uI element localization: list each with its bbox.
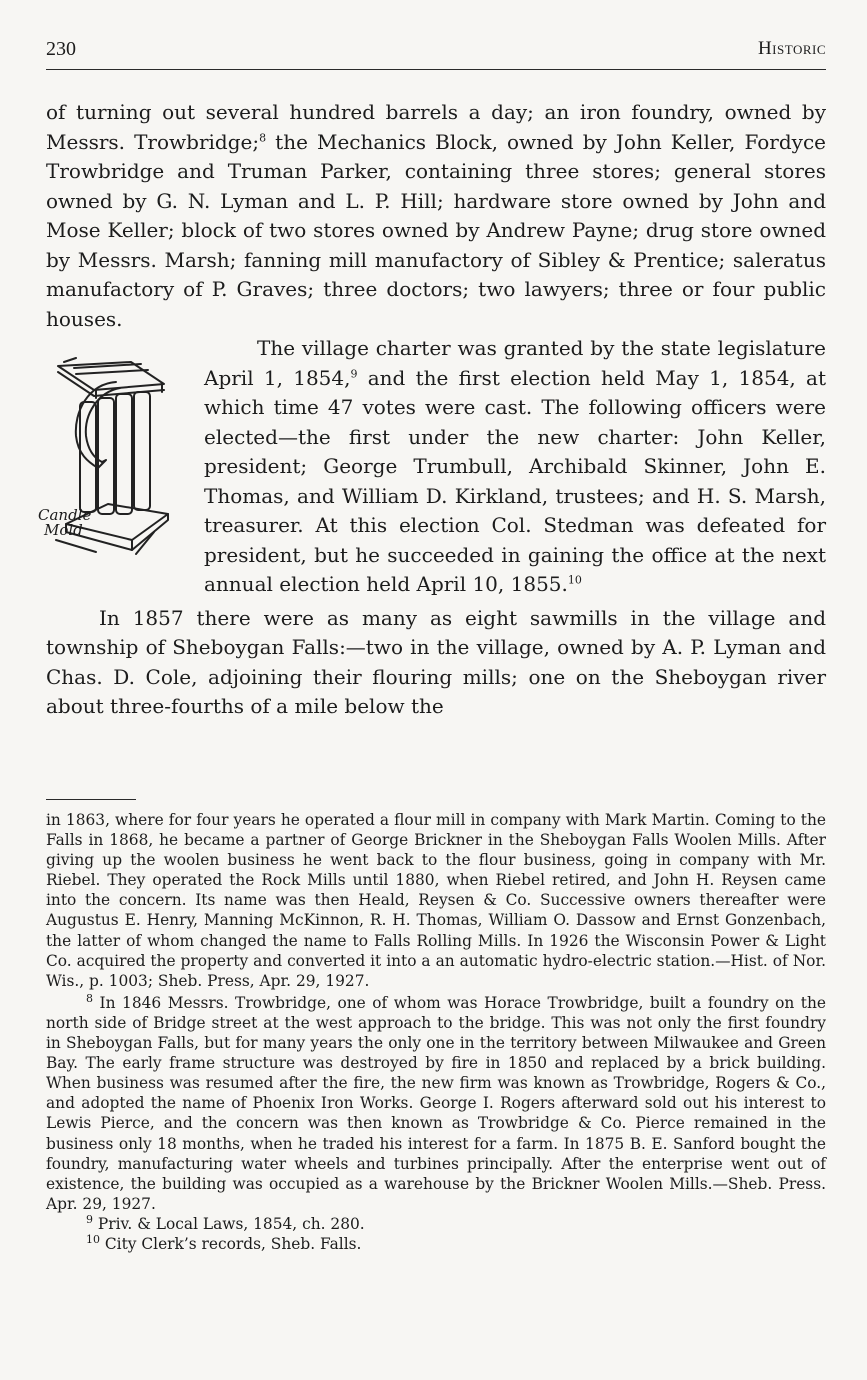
main-text [38,98,826,722]
paragraph-3: In 1857 there were as many as eight sawmills in the village and township of Sheboygan Falls:—two in the village, owned by A. P. Lyman and Chas. D. Cole, adjoining their flouring mills; one on the Sheboygan river about three-fourths of a mile below the [46,605,826,718]
footnote-ref-8: 8 [259,130,267,144]
figure-caption: Candle Mold [38,506,92,539]
paragraph-1: of turning out several hundred barrels a day; an iron foundry, owned by Messrs. Trowbridge;$^8$ the Mechanics Block, owned by John Keller, Fordyce Trowbridge and Truman Parker, containing three stores; general stores owned by G. N. Lyman and L. P. Hill; hardware store owned by John and Mose Keller; block of two stores owned by Andrew Payne; drug store owned by Messrs. Marsh; fanning mill manufactory of Sibley & Prentice; saleratus manufactory of P. Graves; three doctors; two lawyers; three or four public houses. [46,100,826,331]
footnote-ref-9: 9 [350,366,358,380]
candle-mold-illustration [38,338,198,598]
footnotes [46,810,826,1254]
footnote-rule [46,799,136,800]
paragraph-2: The village charter was granted by the state legislature April 1, 1854,$^9$ and the first election held May 1, 1854, at which time 47 votes were cast. The following officers were elected—the first under the new charter: John Keller, president; George Trumbull, Archibald Skinner, John E. Thomas, and William D. Kirkland, trustees; and H. S. Marsh, treasurer. At this election Col. Stedman was defeated for president, but he succeeded in gaining the office at the next annual election held April 10, 1855.10 [204,336,826,596]
footnote-ref-10: 10 [567,573,582,587]
running-head [46,38,826,64]
footnote-continued: in 1863, where for four years he operated a flour mill in company with Mark Martin. Coming to the Falls in 1868, he became a partner of George Brickner in the Sheboygan Falls Woolen Mills. After giving up the woolen business he went back to the flour business, going in company with Mr. Riebel. They operated the Rock Mills until 1880, when Riebel retired, and John H. Reysen came into the concern. Its name was then Heald, Reysen & Co. Successive owners thereafter were Augustus E. Henry, Manning McKinnon, R. H. Thomas, William O. Dassow and Ernst Gonzenbach, the latter of whom changed the name to Falls Rolling Mills. In 1926 the Wisconsin Power & Light Co. acquired the property and converted it into a an automatic hydro-electric station.—Hist. of Nor. Wis., p. 1003; Sheb. Press, Apr. 29, 1927. [46,811,826,990]
footnote-8: $^8$ In 1846 Messrs. Trowbridge, one of whom was Horace Trowbridge, built a foundry on the north side of Bridge street at the west approach to the bridge. This was not only the first foundry in Sheboygan Falls, but for many years the only one in the territory between Milwaukee and Green Bay. The early frame structure was destroyed by fire in 1850 and replaced by a brick building. When business was resumed after the fire, the new firm was known as Trowbridge, Rogers & Co., and adopted the name of Phoenix Iron Works. George I. Rogers afterward sold out his interest to Lewis Pierce, and the concern was then known as Trowbridge & Co. Pierce remained in the business only 18 months, when he traded his interest for a farm. In 1875 B. E. Sanford bought the foundry, manufacturing water wheels and turbines principally. After the enterprise went out of existence, the building was occupied as a warehouse by the Brickner Woolen Mills.—Sheb. Press. Apr. 29, 1927. [46,991,826,1213]
footnote-10: $^{10}$ City Clerk’s records, Sheb. Falls. [86,1232,362,1253]
running-title: Historic [757,38,826,59]
header-rule [46,69,826,70]
page-number: 230 [46,38,76,60]
footnote-9: $^9$ Priv. & Local Laws, 1854, ch. 280. [86,1212,365,1233]
